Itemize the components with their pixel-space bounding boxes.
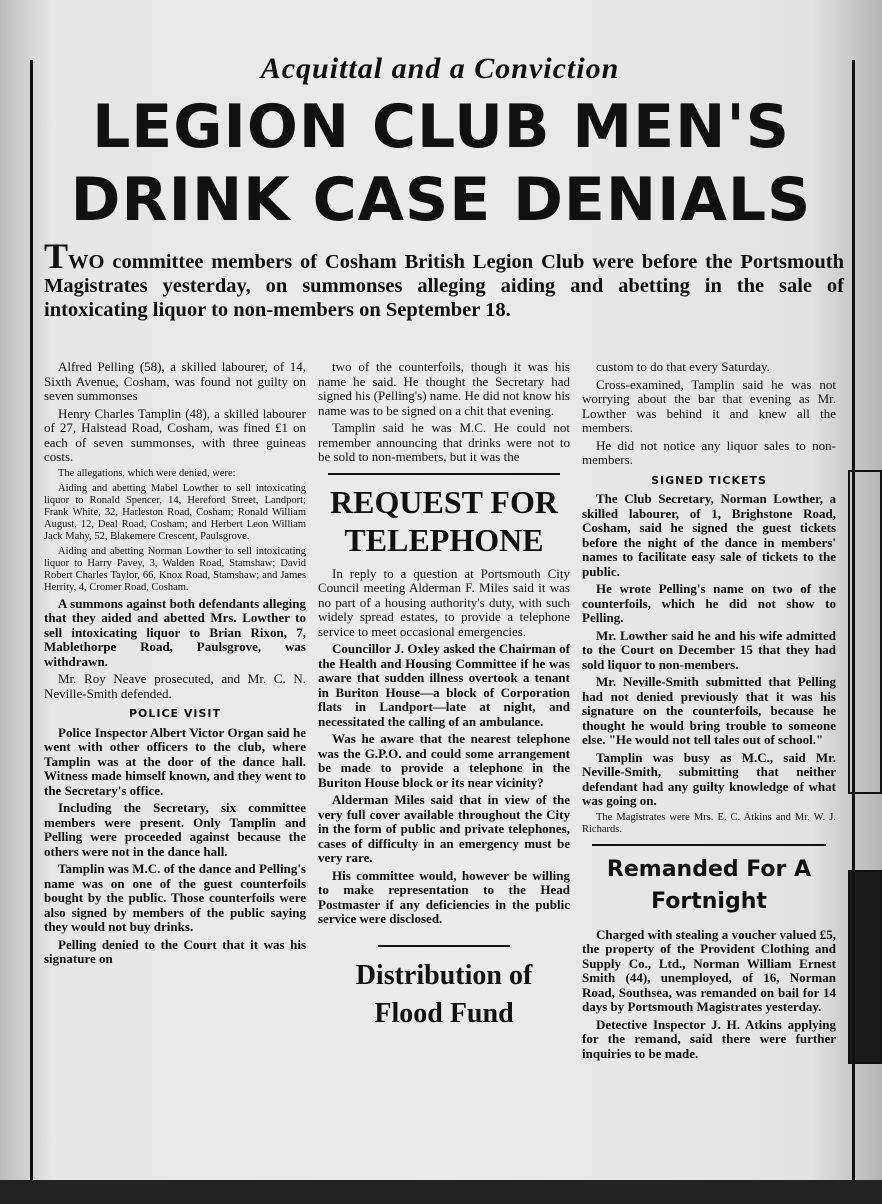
- subheading-police-visit: POLICE VISIT: [128, 707, 222, 720]
- paragraph: Henry Charles Tamplin (48), a skilled labourer of 27, Halstead Road, Cosham, was fined £1 on each of seven summonses, with three guineas costs.: [44, 405, 306, 464]
- paragraph: The Club Secretary, Norman Lowther, a skilled labourer, of 1, Brighstone Road, Cosham, said he signed the guest tickets before the night of the dance in members' names to facilitate easy sale of tickets to the public.: [582, 491, 836, 579]
- paragraph: Councillor J. Oxley asked the Chairman of the Health and Housing Committee if he was aware that sudden illness overtook a tenant in Buriton House—a block of Corporation flats in Landport—late at night, and necessitated the calling of an ambulance.: [318, 641, 570, 729]
- request-for-telephone-headline: REQUEST FOR TELEPHONE: [330, 483, 558, 558]
- paragraph: two of the counterfoils, though it was his name he said. He thought the Secretary had signed his (Pelling's) name. He did not know his name was to be signed on a chit that evening.: [318, 359, 570, 418]
- lede-text: WO committee members of Cosham British Legion Club were before the Portsmouth Magistrates yesterday, on summonses alleging aiding and abetting in the sale of intoxicating liquor to non-members on September 18.: [44, 251, 844, 321]
- paragraph: Aiding and abetting Mabel Lowther to sell intoxicating liquor to Ronald Spencer, 14, Hereford Street, Landport; Frank White, 32, Harleston Road, Cosham; Ronald William August, 12, Deal Road, Cosham; and Herbert Leon William Jack Mahy, 52, Blakemere Crescent, Paulsgrove.: [44, 482, 306, 542]
- column-rule-left: [30, 60, 33, 1180]
- paragraph: Mr. Lowther said he and his wife admitted to the Court on December 15 that they had sold liquor to non-members.: [582, 627, 836, 672]
- paragraph: Aiding and abetting Norman Lowther to sell intoxicating liquor to Harry Pavey, 3, Walden Road, Stamshaw; David Robert Charles Taylor, 66, Knox Road, Stamshaw; and James Herrity, 4, Cromer Road, Cosham.: [44, 545, 306, 593]
- paragraph: He wrote Pelling's name on two of the counterfoils, which he did not show to Pelling.: [582, 581, 836, 625]
- paragraph: A summons against both defendants alleging that they aided and abetted Mrs. Lowther to sell intoxicating liquor to Brian Rixon, 7, Mablethorpe Road, Paulsgrove, was withdrawn.: [44, 595, 306, 669]
- paragraph: Including the Secretary, six committee members were present. Only Tamplin and Pelling were proceeded against because the others were not in the dance hall.: [44, 800, 306, 859]
- remanded-headline: Remanded For A Fortnight: [606, 856, 812, 914]
- paragraph: Detective Inspector J. H. Atkins applying for the remand, said there were further inquiries to be made.: [582, 1016, 836, 1061]
- divider: [592, 844, 826, 846]
- column-3: [582, 360, 836, 1064]
- paragraph: The Magistrates were Mrs. E. C. Atkins and Mr. W. J. Richards.: [582, 811, 836, 835]
- paragraph: Tamplin was M.C. of the dance and Pelling's name was on one of the guest counterfoils bought by the public. Those counterfoils were also signed by members of the public saying they would not buy drinks.: [44, 861, 306, 934]
- paragraph: Cross-examined, Tamplin said he was not worrying about the bar that evening as Mr. Lowther was behind it and knew all the members.: [582, 376, 836, 435]
- drop-cap: T: [44, 236, 69, 276]
- divider: [378, 945, 510, 947]
- paragraph: Police Inspector Albert Victor Organ said he went with other officers to the club, where Tamplin was at the door of the dance hall. Witness made himself known, and they went to the Secretary's office.: [44, 724, 306, 798]
- paragraph: He did not notice any liquor sales to non-members.: [582, 437, 836, 467]
- paragraph: Alderman Miles said that in view of the very full cover available throughout the City in the form of public and private telephones, cases of difficulty in an emergency must be very rare.: [318, 792, 570, 865]
- next-page-strip: [0, 1180, 882, 1204]
- paragraph: Tamplin was busy as M.C., said Mr. Neville-Smith, submitting that neither defendant had any guilty knowledge of what was going on.: [582, 749, 836, 808]
- divider: [328, 473, 560, 475]
- subheading-signed-tickets: SIGNED TICKETS: [651, 473, 767, 487]
- kicker-headline: Acquittal and a Conviction: [260, 52, 620, 85]
- headline-line-2: DRINK CASE DENIALS: [70, 165, 812, 235]
- paragraph: custom to do that every Saturday.: [596, 359, 770, 374]
- paragraph: The allegations, which were denied, were:: [58, 467, 236, 479]
- column-1: [44, 360, 306, 970]
- paragraph: Pelling denied to the Court that it was his signature on: [44, 936, 306, 966]
- flood-fund-headline: Distribution of Flood Fund: [355, 959, 533, 1029]
- paragraph: Alfred Pelling (58), a skilled labourer, of 14, Sixth Avenue, Cosham, was found not guilty on seven summonses: [44, 359, 306, 403]
- lede-paragraph: [44, 236, 844, 322]
- paragraph: Mr. Roy Neave prosecuted, and Mr. C. N. Neville-Smith defended.: [44, 671, 306, 701]
- paragraph: Charged with stealing a voucher valued £5, the property of the Provident Clothing and Supply Co., Ltd., Norman William Ernest Smith (44), unemployed, of 16, Norman Road, Southsea, was remanded on bail for 14 days by Portsmouth Magistrates yesterday.: [582, 926, 836, 1014]
- paragraph: In reply to a question at Portsmouth City Council meeting Alderman F. Miles said it was no part of a housing authority's duty, with such widely spread estates, to provide a telephone service to meet occasional emergencies.: [318, 565, 570, 639]
- headline-line-1: LEGION CLUB MEN'S: [92, 92, 790, 162]
- paragraph: Tamplin said he was M.C. He could not remember announcing that drinks were not to be sold to non-members, but it was the: [318, 420, 570, 464]
- paragraph: Was he aware that the nearest telephone was the G.P.O. and could some arrangement be made to provide a telephone in the Buriton House block or its near vicinity?: [318, 731, 570, 790]
- column-rule-right: [852, 60, 855, 1190]
- column-2: [318, 360, 570, 1039]
- paragraph: Mr. Neville-Smith submitted that Pelling had not denied previously that it was his signature on the counterfoils, because he thought he would bring trouble to someone else. "He would not tell tales out of school.": [582, 674, 836, 747]
- paragraph: His committee would, however be willing to make representation to the Head Postmaster if any deficiencies in the public service were disclosed.: [318, 867, 570, 926]
